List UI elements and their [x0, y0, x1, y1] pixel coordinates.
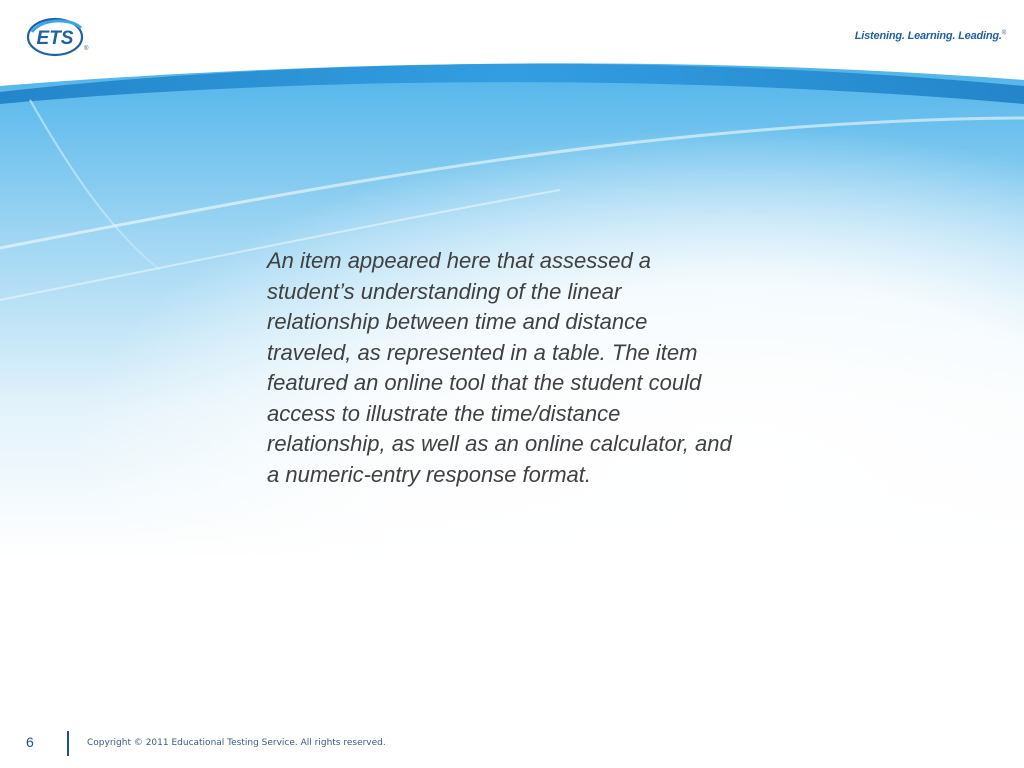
copyright-text: Copyright © 2011 Educational Testing Service. All rights reserved. — [87, 738, 386, 748]
ets-logo — [26, 16, 92, 58]
tagline-text: Listening. Learning. Leading. — [854, 30, 1002, 42]
logo-registered-mark: ® — [84, 46, 89, 52]
tagline — [855, 30, 1006, 42]
page-number: 6 — [26, 734, 34, 750]
footer-divider — [67, 731, 69, 756]
logo-text: ETS — [36, 28, 74, 49]
footer — [0, 728, 1024, 758]
body-text: An item appeared here that assessed a student’s understanding of the linear relationship between time and distance traveled, as represented in a table. The item featured an online tool that the student could access to illustrate the time/distance relationship, as well as an online calculator, and a numeric-entry response format. — [267, 248, 732, 487]
tagline-registered-mark: ® — [1001, 30, 1006, 37]
